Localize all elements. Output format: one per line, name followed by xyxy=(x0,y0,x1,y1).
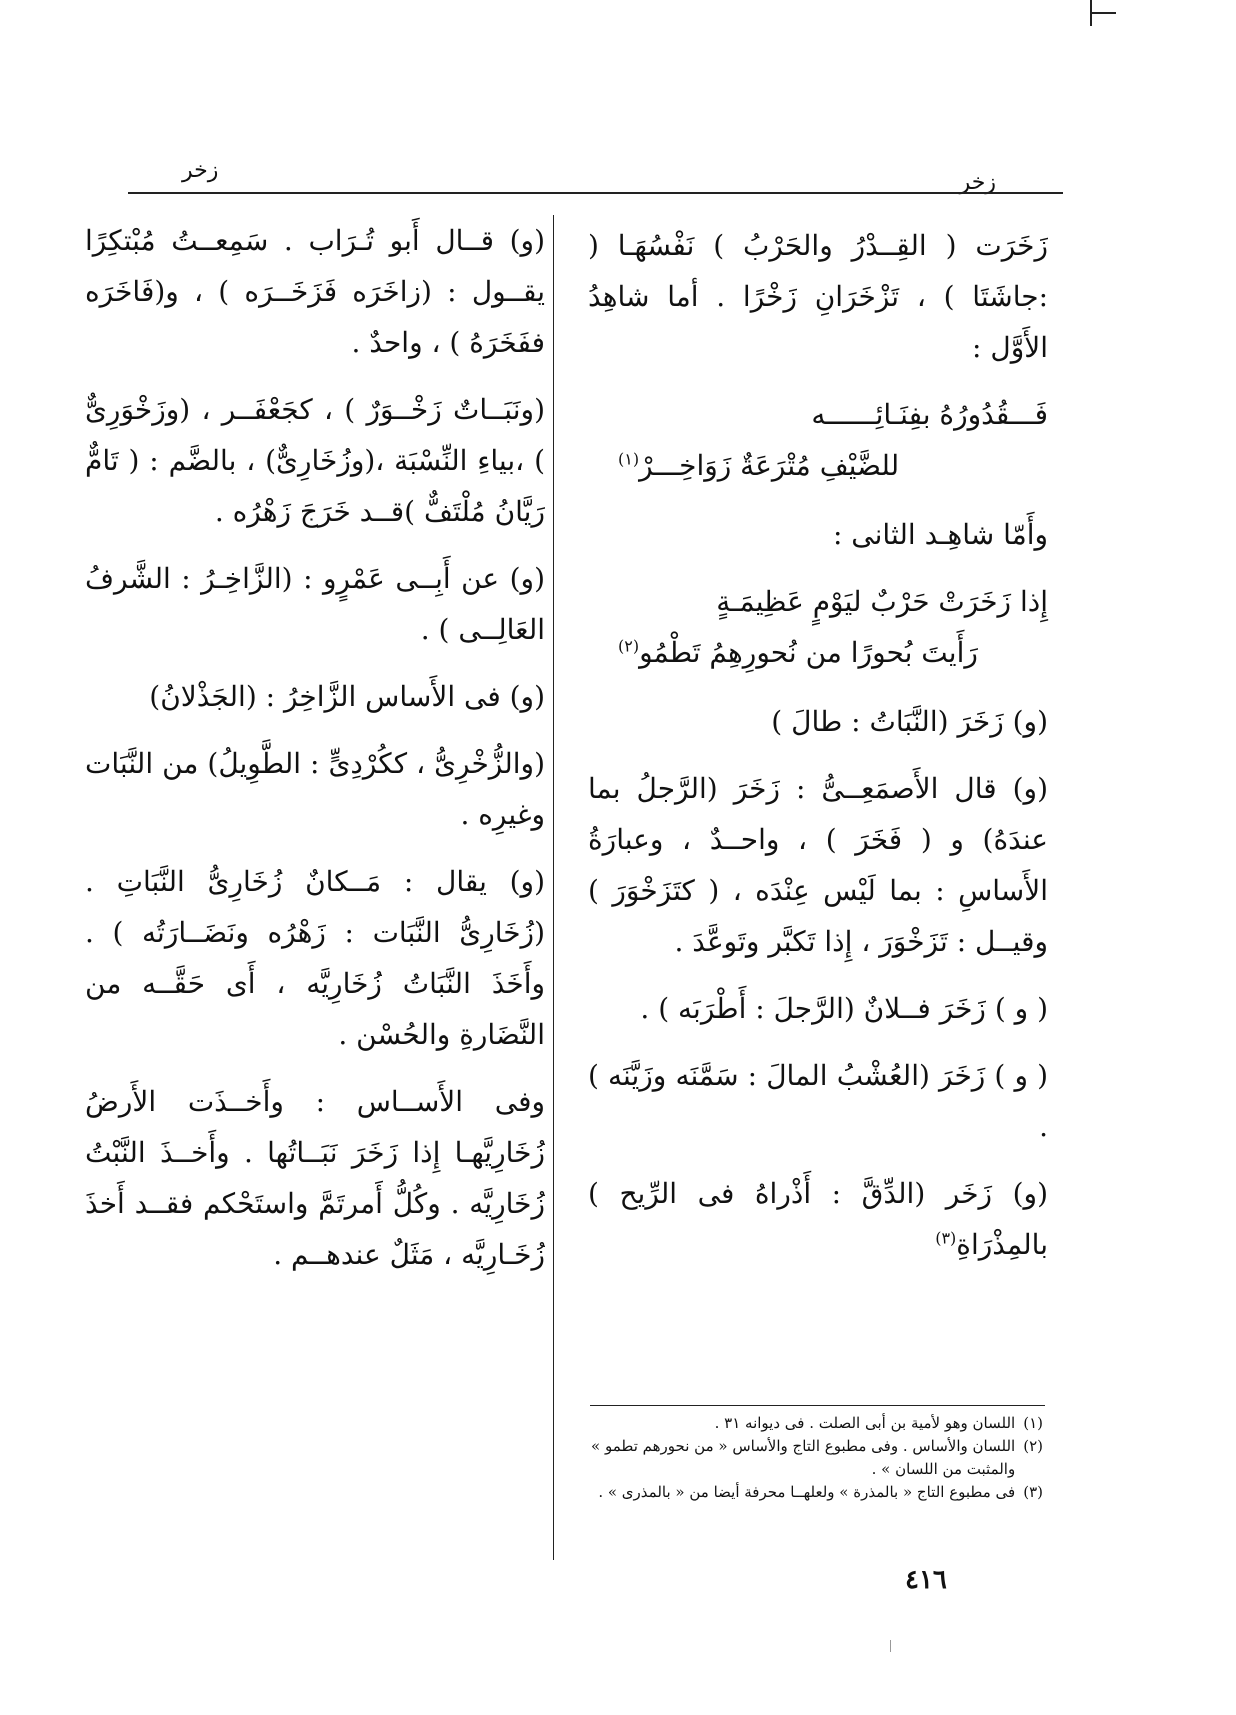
entry-paragraph: (و) قال الأَصمَعِــىُّ : زَخَرَ (الرَّجلُ بما عندَهُ) و ( فَخَرَ ) ، واحــدٌ ، وعبارَةُ الأَساسِ : بما لَيْس عِنْدَه ، ( كتَزَخْوَرَ ) وقيــل : تَزَخْوَرَ ، إِذا تَكبَّر وتَوعَّدَ . xyxy=(588,772,1048,958)
header-rule xyxy=(128,192,1063,194)
verse-hemistich: فَـــقُدُورُهُ بفِنَـائِــــــه xyxy=(811,398,1048,431)
footnote-rule xyxy=(590,1405,1045,1406)
verse-text: رَأَيتَ بُحورًا من نُحورِهِمُ تَطْمُو xyxy=(639,636,978,669)
entry-paragraph xyxy=(588,1168,1048,1270)
footnote-text: فى مطبوع التاج « بالمذرة » ولعلهــا محرفة أيضا من « بالمذرى » . xyxy=(598,1483,1016,1501)
left-column xyxy=(85,215,545,1296)
footnote-text: اللسان وهو لأمية بن أبى الصلت . فى ديوانه ٣١ . xyxy=(714,1414,1016,1432)
entry-paragraph: (و) يقال : مَــكانٌ زُخَارِىُّ النَّبَاتِ . (زُخَارِىُّ النَّبَات : زَهْرُه ونَضَــارَتُه ) . وأَخَذَ النَّبَاتُ زُخَارِيَّه ، أَى حَقَّــه من النَّضَارةِ والحُسْن . xyxy=(85,865,545,1051)
entry-text: (و) زَخَر (الدِّقَّ : أَذْراهُ فى الرِّيح ) بالمِذْرَاةِ xyxy=(588,1177,1048,1261)
footnote-number: (١) xyxy=(1023,1414,1043,1432)
verse-hemistich: إِذا زَخَرَتْ حَرْبٌ ليَوْمٍ عَظِيمَـةٍ xyxy=(716,585,1048,618)
entry-paragraph: (و) زَخَرَ (النَّبَاتُ : طالَ ) xyxy=(771,705,1048,738)
corner-crop-mark xyxy=(1090,0,1118,26)
entry-paragraph: (ونَبَــاتٌ زَخْــوَرٌ ) ، كجَعْفَــر ، (وزَخْوَرِىٌّ ) ،بياءِ النِّسْبَة ،(وزُخَارِىٌّ) ، بالضَّم : ( تَامٌّ رَيَّانُ مُلْتَفٌّ )قــد خَرَجَ زَهْرُه . xyxy=(85,393,545,528)
footnote-text: اللسان والأساس . وفى مطبوع التاج والأساس « من نحورهم تطمو » والمثبت من اللسان » . xyxy=(591,1437,1016,1478)
page-number: ٤١٦ xyxy=(905,1565,947,1595)
entry-paragraph: وأَمّا شاهِـد الثانى : xyxy=(832,518,1048,551)
entry-paragraph: (و) عن أَبِــى عَمْرٍو : (الزَّاخِـرُ : الشَّرفُ العَالِــى ) . xyxy=(85,562,545,646)
footnote-number: (٢) xyxy=(1023,1437,1043,1455)
column-divider xyxy=(553,215,554,1560)
footnote-ref: (١) xyxy=(618,449,640,469)
footnote-ref: (٢) xyxy=(618,636,640,656)
footnote xyxy=(588,1481,1043,1504)
verse-2 xyxy=(588,576,1048,678)
running-head-left: زخر xyxy=(182,158,219,183)
footnotes xyxy=(588,1412,1043,1504)
right-column xyxy=(588,220,1048,1286)
entry-paragraph: ( و ) زَخَرَ (العُشْبُ المالَ : سَمَّنَه وزَيَّنَه ) . xyxy=(588,1059,1048,1143)
verse-1 xyxy=(588,389,1048,491)
entry-paragraph: ( و ) زَخَرَ فــلانٌ (الرَّجلَ : أَطْرَبَه ) . xyxy=(640,992,1048,1025)
verse-hemistich xyxy=(588,627,1048,678)
entry-paragraph: وفى الأَســاس : وأَخــذَت الأَرضُ زُخَارِيَّهـا إِذا زَخَرَ نَبَــاتُها . وأَخــذَ النَّبْتُ زُخَارِيَّه . وكُلُّ أَمرتَمَّ واستَحْكم فقــد أَخذَ زُخَـارِيَّه ، مَثَلٌ عندهــم . xyxy=(85,1085,545,1271)
footnote xyxy=(588,1435,1043,1481)
footnote-number: (٣) xyxy=(1023,1483,1043,1501)
scan-speck xyxy=(890,1640,911,1652)
entry-paragraph: (و) فى الأَساس الزَّاخِرُ : (الجَذْلانُ) xyxy=(149,680,545,713)
verse-hemistich xyxy=(588,440,1048,491)
entry-paragraph: زَخَرَت ( القِــدْرُ والحَرْبُ ) نَفْسُهَـا ( :جاشَتَا ) ، تَزْخَرَانِ زَخْرًا . أما شاهِدُ الأَوَّل : xyxy=(588,229,1048,364)
entry-paragraph: (والزُّخْرِىُّ ، ككُرْدِىٍّ : الطَّوِيلُ) من النَّبَات وغيرِه . xyxy=(85,747,545,831)
running-head-right: زخر xyxy=(959,170,996,195)
footnote xyxy=(588,1412,1043,1435)
footnote-ref: (٣) xyxy=(935,1228,957,1248)
verse-text: للضَّيْفِ مُتْرَعَةٌ زَوَاخِـــرْ xyxy=(639,449,900,482)
entry-paragraph: (و) قــال أَبو تُـرَاب . سَمِعــتُ مُبْتكِرًا يقــول : (زاخَرَه فَزَخَــرَه ) ، و(فَاخَرَه ففَخَرَهُ ) ، واحدٌ . xyxy=(85,224,545,359)
